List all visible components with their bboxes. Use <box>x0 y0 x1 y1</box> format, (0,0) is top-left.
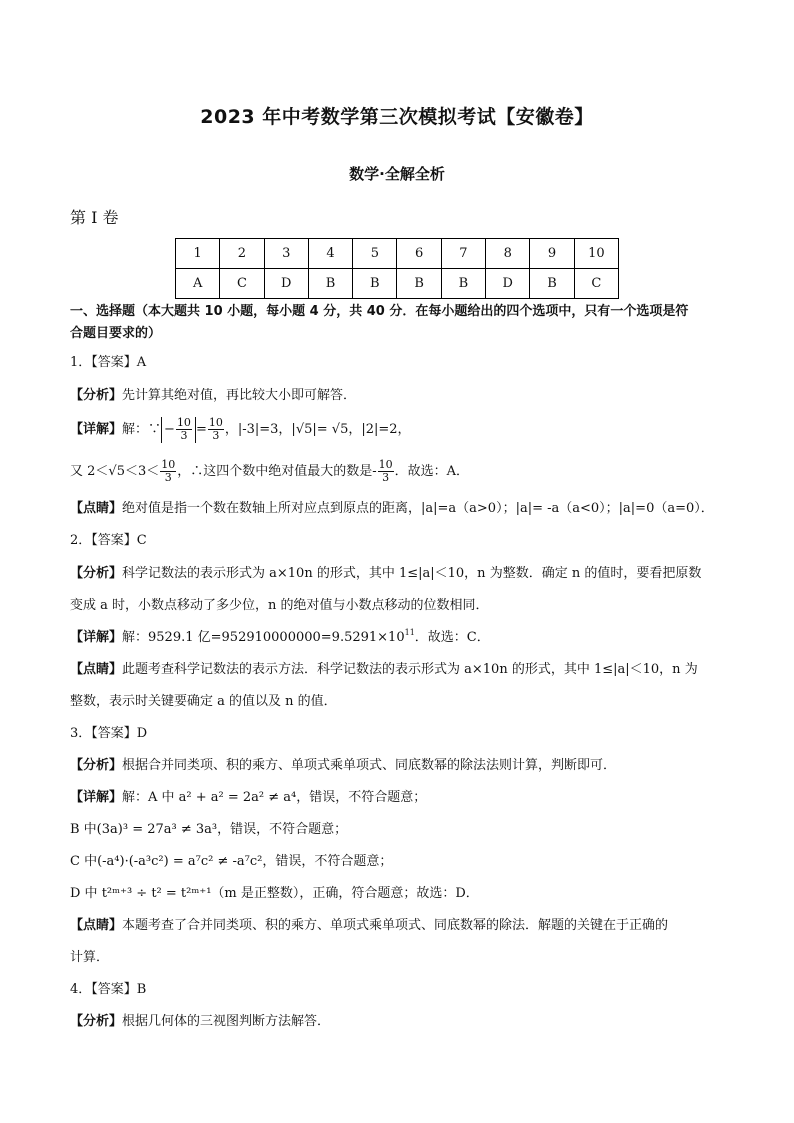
fraction-denominator: 3 <box>180 428 188 442</box>
answer-table <box>175 238 619 299</box>
table-cell: 5 <box>353 239 397 269</box>
q1-analysis-text: 先计算其绝对值，再比较大小即可解答． <box>122 388 357 403</box>
analysis-tag: 【分析】 <box>70 1014 123 1029</box>
table-cell: 9 <box>530 239 574 269</box>
fraction-numerator: 10 <box>208 416 223 429</box>
q2-analysis <box>70 564 730 584</box>
q3-note-line-2: 计算． <box>70 950 110 965</box>
table-cell: B <box>353 269 397 299</box>
fraction-denominator: 3 <box>212 429 220 442</box>
fraction-numerator: 10 <box>161 458 176 471</box>
table-cell: A <box>176 269 220 299</box>
q1-analysis <box>70 386 730 406</box>
fraction-denominator: 3 <box>164 471 172 484</box>
q3-line-b: B 中(3a)³ = 27a³ ≠ 3a³，错误，不符合题意； <box>70 822 348 837</box>
answer-table-answer-row <box>176 269 619 299</box>
table-cell: D <box>486 269 530 299</box>
exponent: 11 <box>404 628 415 637</box>
q1-answer: 1．【答案】A <box>70 355 147 370</box>
q3-analysis <box>70 756 730 776</box>
fraction-numerator: 10 <box>176 415 191 429</box>
sqrt-5: √5 <box>295 422 313 437</box>
fraction <box>208 417 224 442</box>
q4-answer: 4．【答案】B <box>70 982 147 997</box>
table-cell: C <box>574 269 618 299</box>
q3-line-c: C 中(-a⁴)·(-a³c²) = a⁷c² ≠ -a⁷c²，错误，不符合题意； <box>70 854 393 869</box>
table-cell: 1 <box>176 239 220 269</box>
q2-detail-text: 解：9529.1 亿=952910000000=9.5291×10 <box>122 630 405 645</box>
q3-analysis-text: 根据合并同类项、积的乘方、单项式乘单项式、同底数幂的除法法则计算，判断即可． <box>122 758 617 773</box>
analysis-tag: 【分析】 <box>70 758 123 773</box>
q3-line-d: D 中 t²ᵐ⁺³ ÷ t² = t²ᵐ⁺¹（m 是正整数），正确，符合题意；故选：D． <box>70 886 479 901</box>
sqrt-5: √5 <box>331 422 349 437</box>
table-cell: 10 <box>574 239 618 269</box>
q2-detail-end: ．故选：C． <box>414 630 490 645</box>
note-tag: 【点睛】 <box>70 918 123 933</box>
q3-line-a: 解：A 中 a² + a² = 2a² ≠ a⁴，错误，不符合题意； <box>122 790 427 805</box>
q1-detail <box>70 414 730 446</box>
q2-analysis-text-1: 科学记数法的表示形式为 a×10n 的形式，其中 1≤|a|＜10，n 为整数．确定 n 的值时，要看把原数 <box>122 566 702 581</box>
table-cell: B <box>441 269 485 299</box>
analysis-tag: 【分析】 <box>70 388 123 403</box>
q2-analysis-line-2: 变成 a 时，小数点移动了多少位，n 的绝对值与小数点移动的位数相同． <box>70 598 489 613</box>
q3-detail <box>70 788 730 808</box>
abs-value <box>161 417 196 443</box>
q3-note <box>70 916 730 936</box>
table-cell: B <box>397 269 441 299</box>
q2-note <box>70 660 730 680</box>
detail-tag: 【详解】 <box>70 630 123 645</box>
q3-note-text-1: 本题考查了合并同类项、积的乘方、单项式乘单项式、同底数幂的除法．解题的关键在于正确的 <box>122 918 669 933</box>
q4-analysis-text: 根据几何体的三视图判断方法解答． <box>122 1014 331 1029</box>
fraction-numerator: 10 <box>378 458 393 471</box>
q3-answer: 3．【答案】D <box>70 726 148 741</box>
q1-detail-prefix: 解：∵ <box>122 422 162 437</box>
q2-note-text-1: 此题考查科学记数法的表示方法．科学记数法的表示形式为 a×10n 的形式，其中 1≤|a|＜10，n 为 <box>122 662 698 677</box>
table-cell: D <box>264 269 308 299</box>
note-tag: 【点睛】 <box>70 501 123 516</box>
table-cell: B <box>308 269 352 299</box>
fraction <box>378 459 394 484</box>
q1-line2-mid2: ，∴这四个数中绝对值最大的数是- <box>177 464 377 479</box>
q1-note <box>70 499 730 519</box>
table-cell: 4 <box>308 239 352 269</box>
note-tag: 【点睛】 <box>70 662 123 677</box>
q1-detail-line-2 <box>70 456 730 488</box>
q2-note-line-2: 整数，表示时关键要确定 a 的值以及 n 的值． <box>70 694 337 709</box>
q4-analysis <box>70 1012 730 1032</box>
q1-detail-mid: ，|-3|=3，| <box>224 422 296 437</box>
sqrt-5: √5 <box>108 464 125 479</box>
table-cell: C <box>220 269 264 299</box>
table-cell: 6 <box>397 239 441 269</box>
detail-tag: 【详解】 <box>70 790 123 805</box>
table-cell: 2 <box>220 239 264 269</box>
analysis-tag: 【分析】 <box>70 566 123 581</box>
q1-line2-mid: ＜3＜ <box>124 464 160 479</box>
section-heading-line-2: 合题目要求的） <box>70 326 162 341</box>
q1-line2-end: ．故选：A． <box>394 464 470 479</box>
fraction <box>176 417 192 442</box>
fraction-denominator: 3 <box>382 471 390 484</box>
q2-detail <box>70 628 730 648</box>
q1-note-text: 绝对值是指一个数在数轴上所对应点到原点的距离，|a|=a（a>0）；|a|= -a（a<0）；|a|=0（a=0）． <box>122 501 714 516</box>
q1-detail-end: ，|2|=2， <box>348 422 411 437</box>
table-cell: 7 <box>441 239 485 269</box>
page-title: 2023 年中考数学第三次模拟考试【安徽卷】 <box>200 106 594 128</box>
detail-tag: 【详解】 <box>70 422 123 437</box>
section-heading-line-1: 一、选择题（本大题共 10 小题，每小题 4 分，共 40 分．在每小题给出的四个选项中，只有一个选项是符 <box>70 304 689 319</box>
minus-sign: − <box>164 421 175 437</box>
q1-line2-prefix: 又 2＜ <box>70 464 109 479</box>
fraction <box>160 459 176 484</box>
page-subtitle: 数学·全解全析 <box>349 165 445 183</box>
equals-sign: = <box>195 422 207 437</box>
table-cell: 3 <box>264 239 308 269</box>
table-cell: B <box>530 269 574 299</box>
q2-answer: 2．【答案】C <box>70 533 147 548</box>
answer-table-number-row <box>176 239 619 269</box>
table-cell: 8 <box>486 239 530 269</box>
q1-detail-mid2: |= <box>312 422 332 437</box>
volume-label: 第 I 卷 <box>70 208 119 227</box>
